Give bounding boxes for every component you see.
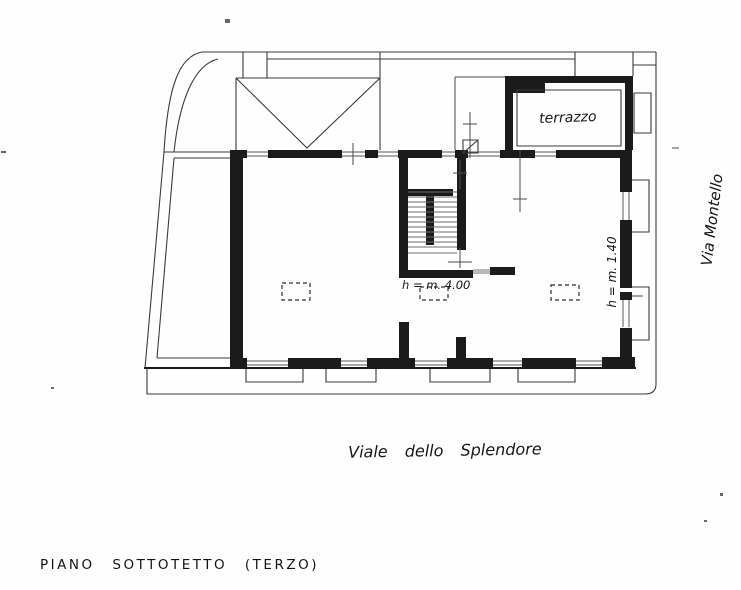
window-glazing-lines: [247, 152, 629, 365]
right-room-height-label: h = m. 1.40: [605, 236, 619, 308]
plan-title: PIANO SOTTOTETTO (TERZO): [40, 557, 319, 573]
stair-walls: [399, 158, 515, 278]
street-bottom-label: Viale dello Splendore: [348, 439, 542, 462]
stair-door-hatch: [473, 269, 490, 274]
roof-slope-outline: [236, 52, 380, 150]
street-right-label: Via Montello: [697, 172, 727, 267]
speck: [51, 387, 54, 389]
terrace: [517, 90, 621, 146]
stair-height-label: h = m. 4.00: [402, 278, 471, 292]
speck: [1, 151, 6, 153]
terrace-label: terrazzo: [538, 109, 597, 128]
staircase: [399, 158, 515, 278]
speck: [704, 520, 707, 522]
speck: [720, 493, 723, 496]
speck: [225, 19, 230, 23]
